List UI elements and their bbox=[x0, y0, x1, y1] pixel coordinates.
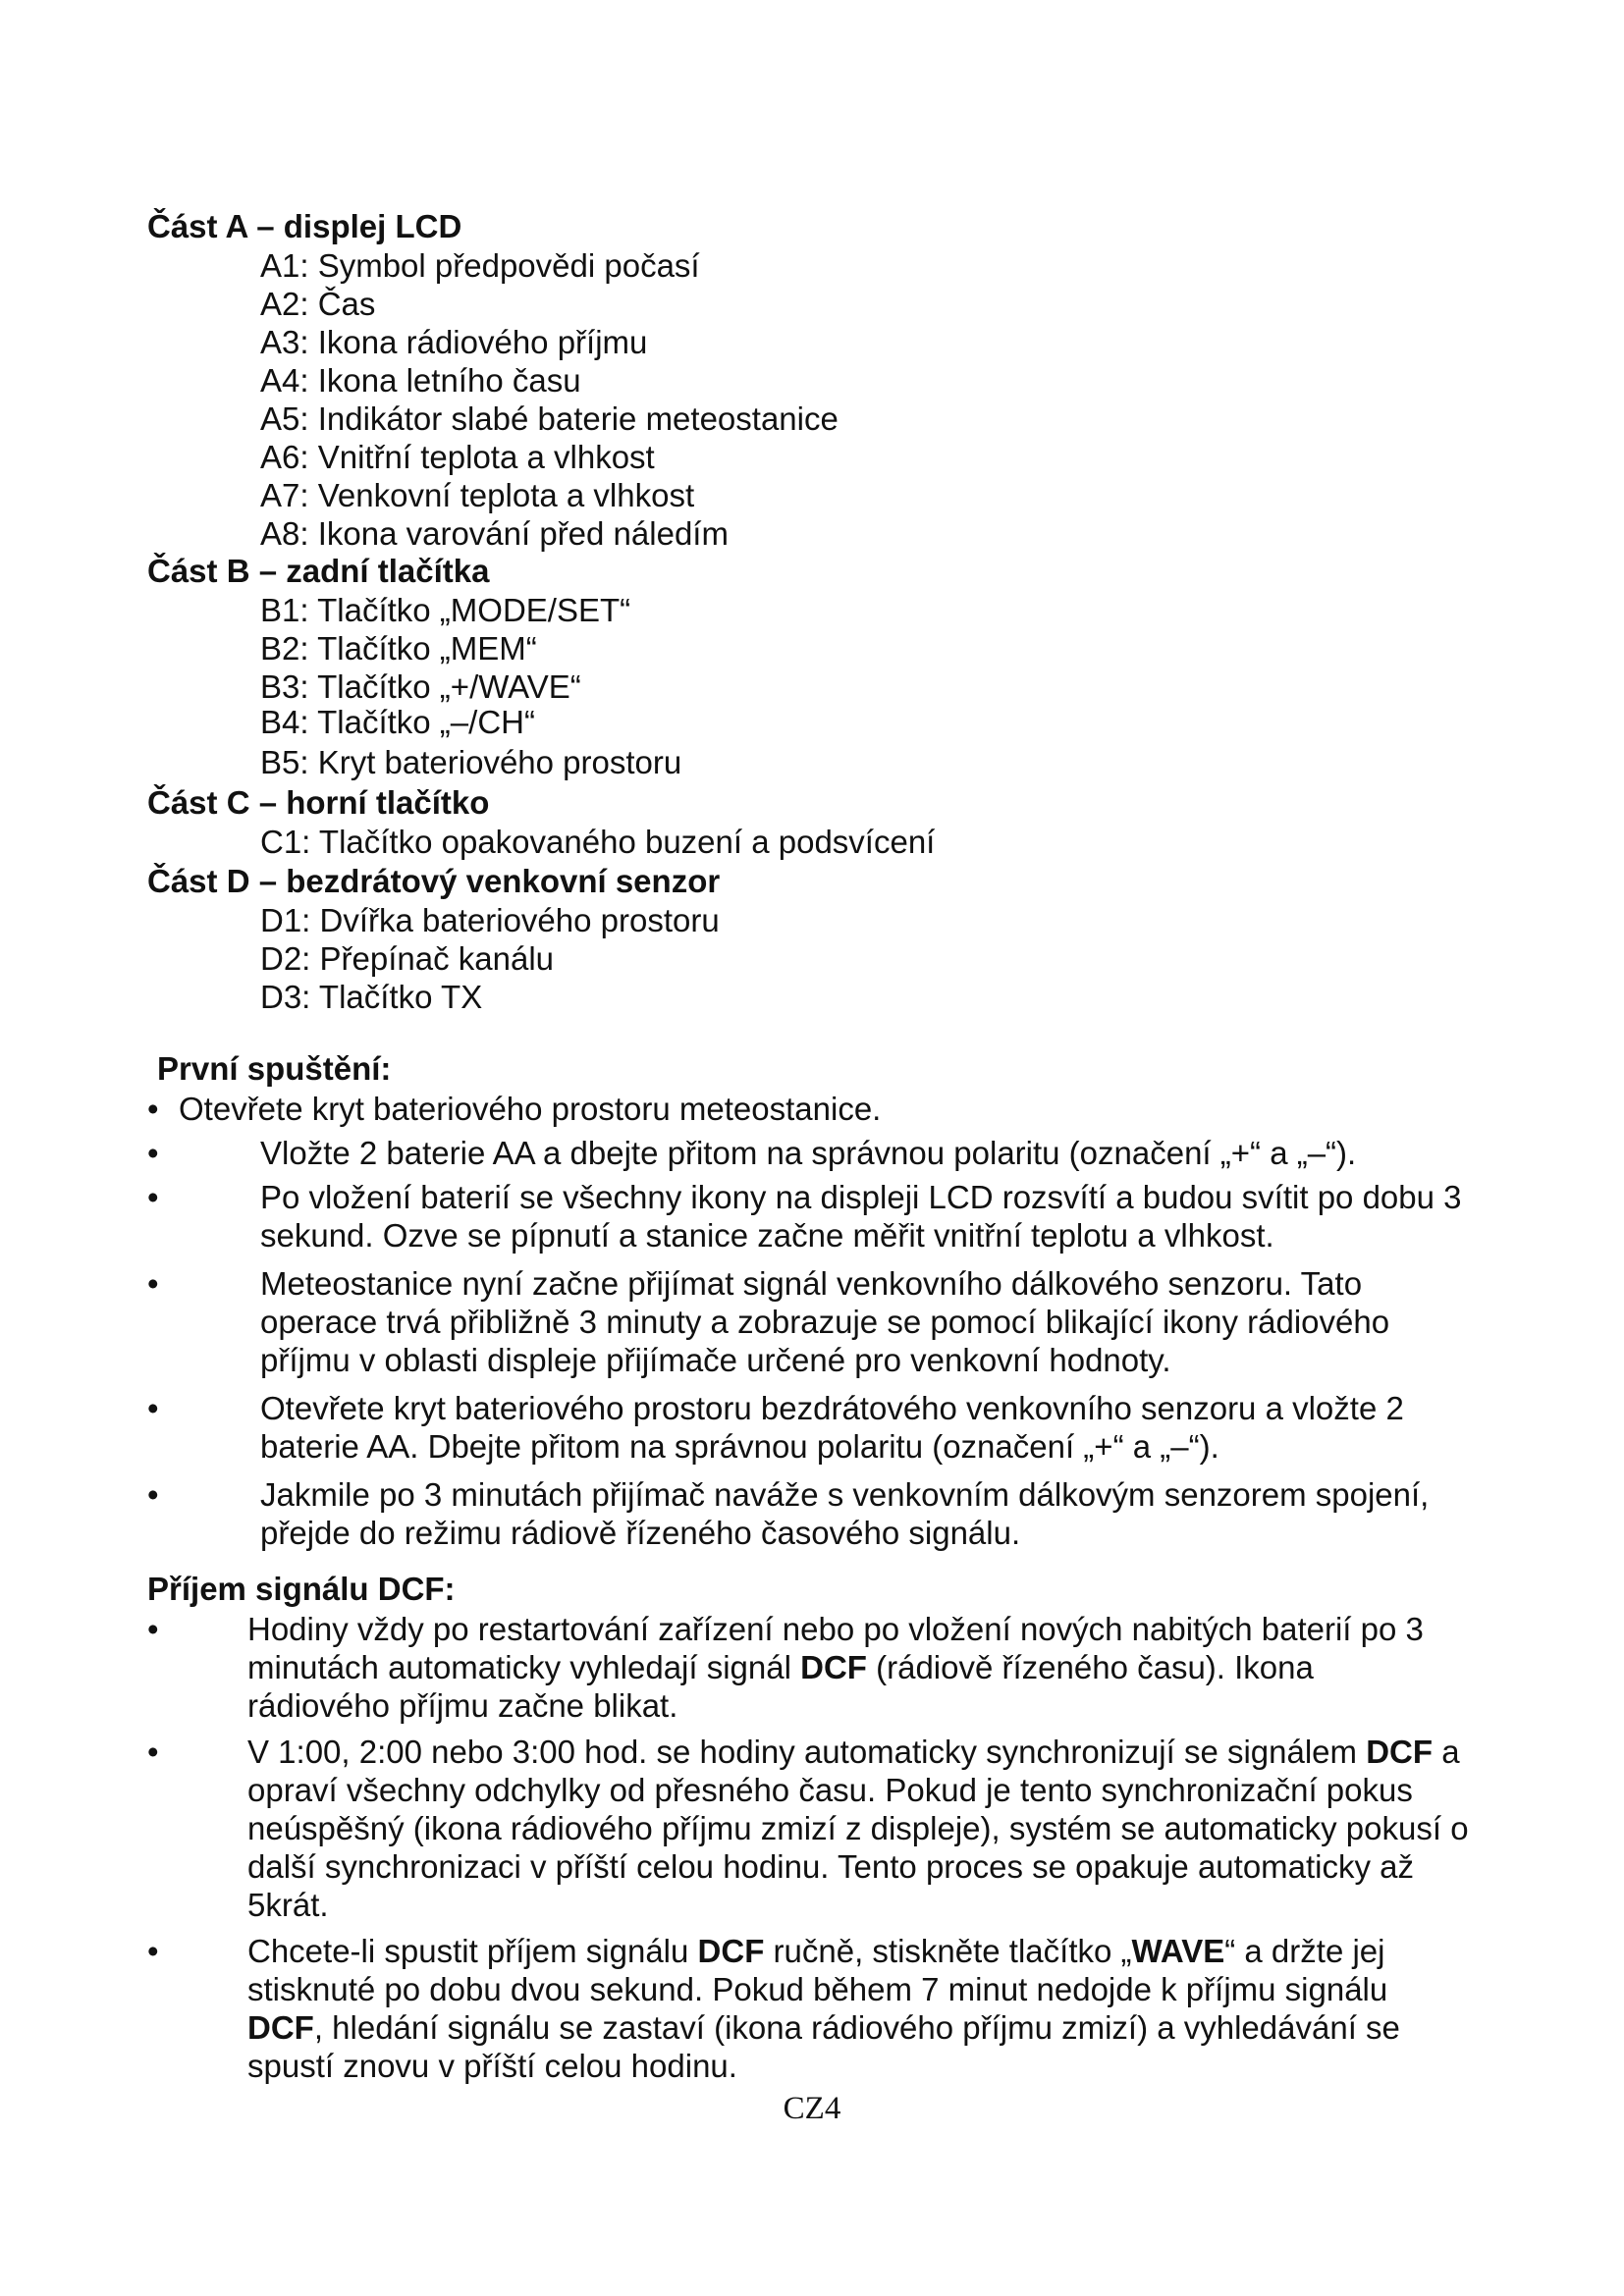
list-item-text: Po vložení baterií se všechny ikony na displeji LCD rozsvítí a budou svítit po dobu 3 sekund. Ozve se pípnutí a stanice začne měřit vnitřní teplotu a vlhkost. bbox=[260, 1179, 1462, 1254]
dcf-list bbox=[147, 1610, 1522, 2085]
list-item bbox=[147, 1264, 1522, 1379]
bullet-icon: • bbox=[147, 1476, 159, 1513]
text-run: Hodiny vždy po restartování zařízení nebo po vložení nových nabitých baterií po 3 minutách automaticky vyhledají signál bbox=[247, 1611, 1424, 1685]
item-c1: C1: Tlačítko opakovaného buzení a podsvícení bbox=[260, 824, 936, 860]
list-item bbox=[147, 1134, 1522, 1172]
text-run: V 1:00, 2:00 nebo 3:00 hod. se hodiny automaticky synchronizují se signálem bbox=[247, 1734, 1367, 1770]
item-b5: B5: Kryt bateriového prostoru bbox=[260, 744, 682, 780]
list-item-text bbox=[147, 1932, 1455, 2085]
text-run: Chcete-li spustit příjem signálu bbox=[247, 1933, 698, 1969]
item-a3: A3: Ikona rádiového příjmu bbox=[260, 324, 648, 360]
item-b3: B3: Tlačítko „+/WAVE“ bbox=[260, 668, 581, 705]
dcf-bold: DCF bbox=[697, 1933, 765, 1969]
bullet-icon: • bbox=[147, 1135, 159, 1171]
item-a6: A6: Vnitřní teplota a vlhkost bbox=[260, 439, 655, 475]
dcf-heading: Příjem signálu DCF: bbox=[147, 1571, 456, 1607]
text-run: (rádiově řízeného času). Ikona rádiového příjmu začne blikat. bbox=[247, 1649, 1314, 1724]
wave-bold: WAVE bbox=[1131, 1933, 1225, 1969]
dcf-bold: DCF bbox=[1366, 1734, 1434, 1770]
list-item bbox=[147, 1389, 1522, 1466]
list-item bbox=[147, 1733, 1522, 1924]
text-run: ručně, stiskněte tlačítko „ bbox=[764, 1933, 1132, 1969]
bullet-icon: • bbox=[147, 1390, 159, 1426]
item-a7: A7: Venkovní teplota a vlhkost bbox=[260, 477, 695, 513]
bullet-icon: • bbox=[147, 1933, 159, 1969]
item-a5: A5: Indikátor slabé baterie meteostanice bbox=[260, 400, 839, 437]
list-item bbox=[147, 1178, 1522, 1255]
list-item bbox=[147, 1090, 1522, 1128]
item-b1: B1: Tlačítko „MODE/SET“ bbox=[260, 592, 631, 628]
bullet-icon: • bbox=[147, 1265, 159, 1302]
section-heading-c: Část C – horní tlačítko bbox=[147, 784, 490, 821]
list-item-text: Jakmile po 3 minutách přijímač naváže s venkovním dálkovým senzorem spojení, přejde do režimu rádiově řízeného časového signálu. bbox=[260, 1476, 1430, 1551]
section-heading-d: Část D – bezdrátový venkovní senzor bbox=[147, 863, 721, 899]
text-run: “ a držte jej stisknuté po dobu dvou sekund. Pokud během 7 minut nedojde k příjmu signálu bbox=[247, 1933, 1388, 2007]
bullet-icon: • bbox=[147, 1734, 159, 1770]
item-a4: A4: Ikona letního času bbox=[260, 362, 581, 399]
text-run: a opraví všechny odchylky od přesného času. Pokud je tento synchronizační pokus neúspěšný (ikona rádiového příjmu zmizí z displeje), systém se automaticky pokusí o další synchronizaci v příští celou hodinu. Tento proces se opakuje automaticky až 5krát. bbox=[247, 1734, 1469, 1923]
list-item bbox=[147, 1932, 1522, 2085]
list-item bbox=[147, 1475, 1522, 1552]
item-a8: A8: Ikona varování před náledím bbox=[260, 515, 729, 552]
item-d3: D3: Tlačítko TX bbox=[260, 979, 483, 1015]
first-start-heading: První spuštění: bbox=[157, 1050, 392, 1087]
page-number: CZ4 bbox=[783, 2091, 841, 2126]
section-heading-b: Část B – zadní tlačítka bbox=[147, 553, 490, 589]
item-a2: A2: Čas bbox=[260, 286, 376, 322]
bullet-icon: • bbox=[147, 1091, 159, 1127]
item-a1: A1: Symbol předpovědi počasí bbox=[260, 247, 700, 284]
first-start-list bbox=[147, 1090, 1522, 1552]
list-item-text: Otevřete kryt bateriového prostoru meteostanice. bbox=[179, 1091, 882, 1127]
text-run: , hledání signálu se zastaví (ikona rádiového příjmu zmizí) a vyhledávání se spustí znovu v příští celou hodinu. bbox=[247, 2009, 1400, 2084]
bullet-icon: • bbox=[147, 1179, 159, 1215]
dcf-bold: DCF bbox=[247, 2009, 314, 2046]
list-item-text: Meteostanice nyní začne přijímat signál venkovního dálkového senzoru. Tato operace trvá přibližně 3 minuty a zobrazuje se pomocí blikající ikony rádiového příjmu v oblasti displeje přijímače určené pro venkovní hodnoty. bbox=[260, 1265, 1390, 1378]
item-d1: D1: Dvířka bateriového prostoru bbox=[260, 902, 720, 938]
section-heading-a: Část A – displej LCD bbox=[147, 208, 462, 244]
list-item-text bbox=[147, 1733, 1494, 1924]
item-d2: D2: Přepínač kanálu bbox=[260, 940, 555, 977]
list-item-text bbox=[147, 1610, 1455, 1725]
list-item-text: Otevřete kryt bateriového prostoru bezdrátového venkovního senzoru a vložte 2 baterie AA. Dbejte přitom na správnou polaritu (označení „+“ a „–“). bbox=[260, 1390, 1404, 1465]
item-b2: B2: Tlačítko „MEM“ bbox=[260, 630, 537, 667]
item-b4: B4: Tlačítko „–/CH“ bbox=[260, 704, 535, 740]
list-item bbox=[147, 1610, 1522, 1725]
dcf-bold: DCF bbox=[800, 1649, 867, 1685]
list-item-text: Vložte 2 baterie AA a dbejte přitom na správnou polaritu (označení „+“ a „–“). bbox=[260, 1135, 1357, 1171]
bullet-icon: • bbox=[147, 1611, 159, 1647]
